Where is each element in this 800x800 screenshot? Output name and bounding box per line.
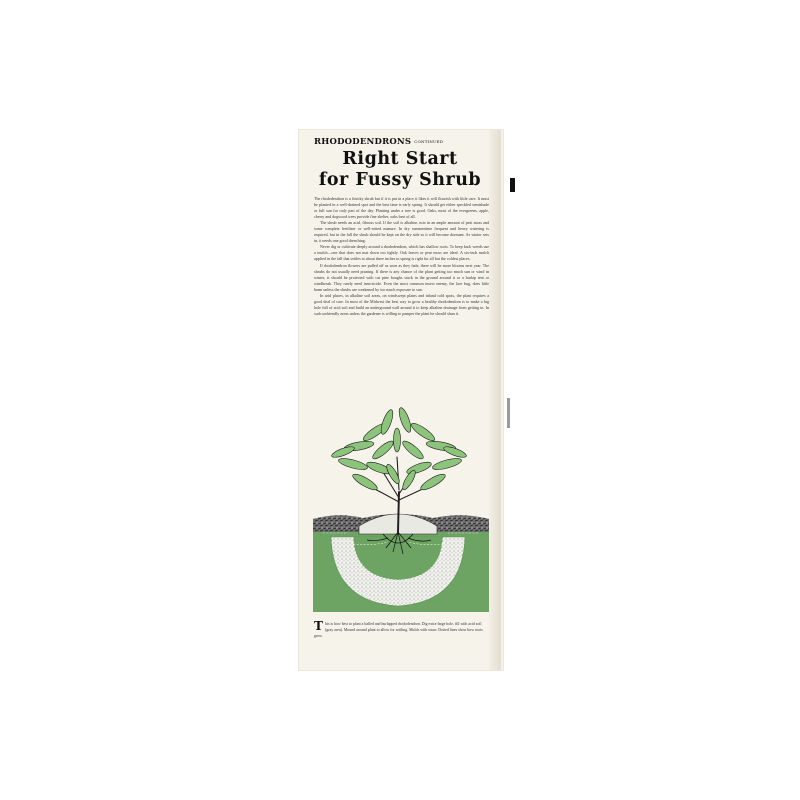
body-paragraph: In arid places, in alkaline soil areas, on windswept plains and inland cold spots, the plant requires a good deal of care. In most of the Midwest the best way to grow a healthy rhododendron is to make a big hole full of acid soil and build an underground wall around it to keep alkaline drainage from getting in. In such unfriendly areas unless the gardener is willing to pamper the plant he should shun it.	[314, 292, 489, 316]
caption-text: his is how best to plant a balled and burlapped rhododendron. Dig extra-large hole, fill with acid soil (gray area). Mound around plant to allow for settling. Mulch with straw. Dotted lines show how roots grow.	[314, 622, 483, 638]
title-line-2: for Fussy Shrub	[318, 170, 482, 190]
illustration-caption	[314, 621, 489, 639]
kicker-suffix: CONTINUED	[414, 139, 444, 144]
title-line-1: Right Start	[342, 149, 458, 169]
article-body	[314, 196, 489, 317]
facing-page-edge-mark	[510, 178, 515, 192]
rhododendron-planting-illustration	[313, 402, 489, 612]
body-paragraph: Never dig or cultivate deeply around a rhododendron, which has shallow roots. To keep back weeds use a mulch—one that does not mat down too tightly. Oak leaves or peat moss are ideal. A six-inch mulch applied in the fall that settles to about three inches in spring is right for all but the coldest places.	[314, 244, 489, 262]
page-gutter	[489, 130, 501, 670]
kicker-text: RHODODENDRONS	[314, 137, 412, 147]
body-paragraph: The shrub needs an acid, fibrous soil. If the soil is alkaline, mix in an ample amount of peat moss and some complete fertilizer or well-rotted manure. In dry summertime frequent and heavy watering is required, but in the fall the shrub should be kept on the dry side so it will become dormant. As winter sets in, it needs one good drenching.	[314, 220, 489, 244]
section-kicker	[314, 137, 443, 147]
body-paragraph: If rhododendron flowers are pulled off as soon as they fade, there will be more blooms next year. The shrubs do not usually need pruning. If there is any chance of the plant getting too much sun or wind in winter, it should be protected with cut pine boughs stuck in the ground around it or a burlap tent or windbreak. They rarely need insecticide. Even the most common insect enemy, the lace bug, does little harm unless the shrubs are weakened by too much exposure to sun.	[314, 262, 489, 292]
article-title	[300, 149, 500, 191]
caption-drop-cap: T	[314, 619, 323, 633]
body-paragraph: The rhododendron is a finicky shrub but if it is put in a place it likes it will flourish with little care. It must be planted in a well-drained spot and the best time is early spring. It should get either speckled semishade or full sun for only part of the day. Planting under a tree is good. Oaks, most of the evergreens, apple, cherry and dogwood trees provide fine shelter, oaks best of all.	[314, 196, 489, 220]
shrub-foliage	[331, 406, 468, 492]
mulch-layer	[313, 514, 489, 534]
facing-page-edge-mark	[507, 398, 510, 428]
